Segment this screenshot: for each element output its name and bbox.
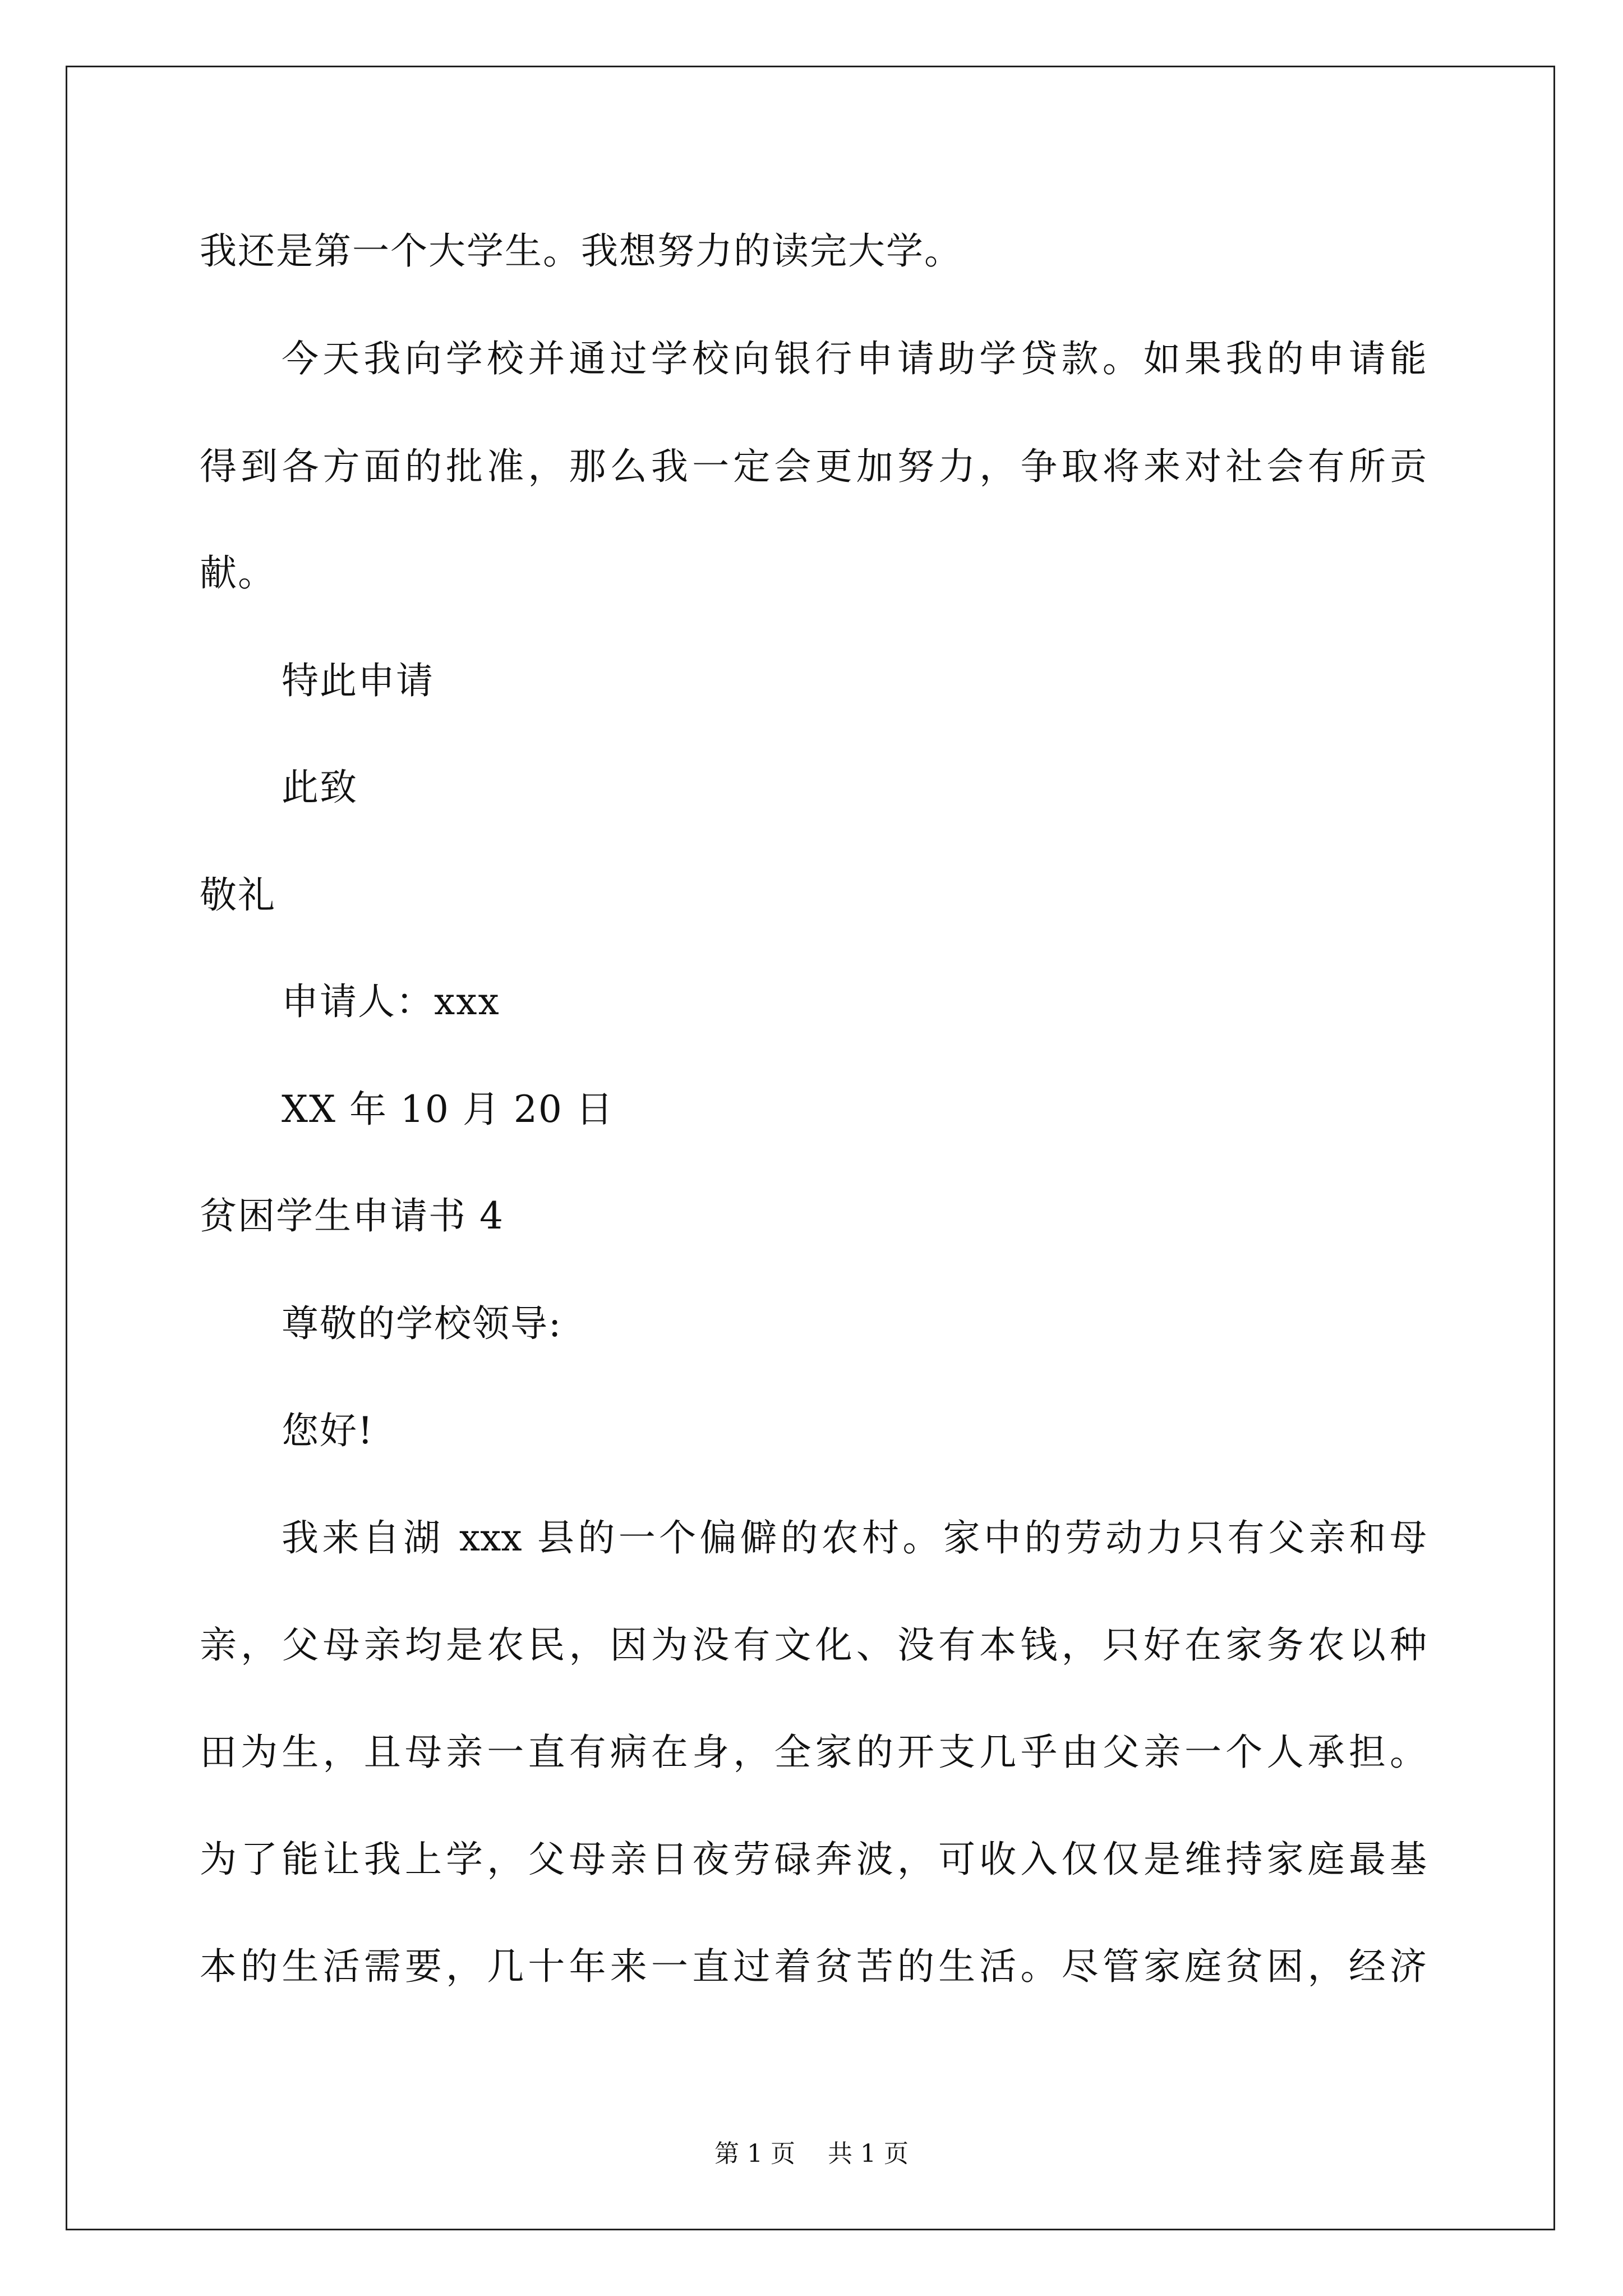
text-line-9: XX 年 10 月 20 日	[282, 1088, 614, 1131]
text-line-6: 此致	[282, 766, 358, 809]
text-line-11: 尊敬的学校领导:	[282, 1302, 562, 1345]
text-line-5: 特此申请	[282, 659, 434, 702]
text-line-17: 本的生活需要，几十年来一直过着贫苦的生活。尽管家庭贫困，经济	[200, 1945, 1427, 1988]
text-line-1: 我还是第一个大学生。我想努力的读完大学。	[200, 229, 962, 273]
text-line-15: 田为生，且母亲一直有病在身，全家的开支几乎由父亲一个人承担。	[200, 1731, 1427, 1774]
text-line-4: 献。	[200, 551, 276, 595]
text-line-13: 我来自湖 xxx 县的一个偏僻的农村。家中的劳动力只有父亲和母	[282, 1516, 1427, 1559]
page-border	[66, 66, 1555, 2230]
text-line-7: 敬礼	[200, 873, 276, 917]
text-line-8: 申请人：xxx	[282, 980, 500, 1023]
text-line-14: 亲，父母亲均是农民，因为没有文化、没有本钱，只好在家务农以种	[200, 1623, 1427, 1667]
text-line-3: 得到各方面的批准，那么我一定会更加努力，争取将来对社会有所贡	[200, 445, 1427, 488]
text-line-16: 为了能让我上学，父母亲日夜劳碌奔波，可收入仅仅是维持家庭最基	[200, 1838, 1427, 1881]
text-line-12: 您好!	[282, 1409, 374, 1452]
text-line-2: 今天我向学校并通过学校向银行申请助学贷款。如果我的申请能	[282, 337, 1427, 380]
text-line-10: 贫困学生申请书 4	[200, 1194, 504, 1237]
page-footer: 第 1 页 共 1 页	[714, 2139, 909, 2168]
